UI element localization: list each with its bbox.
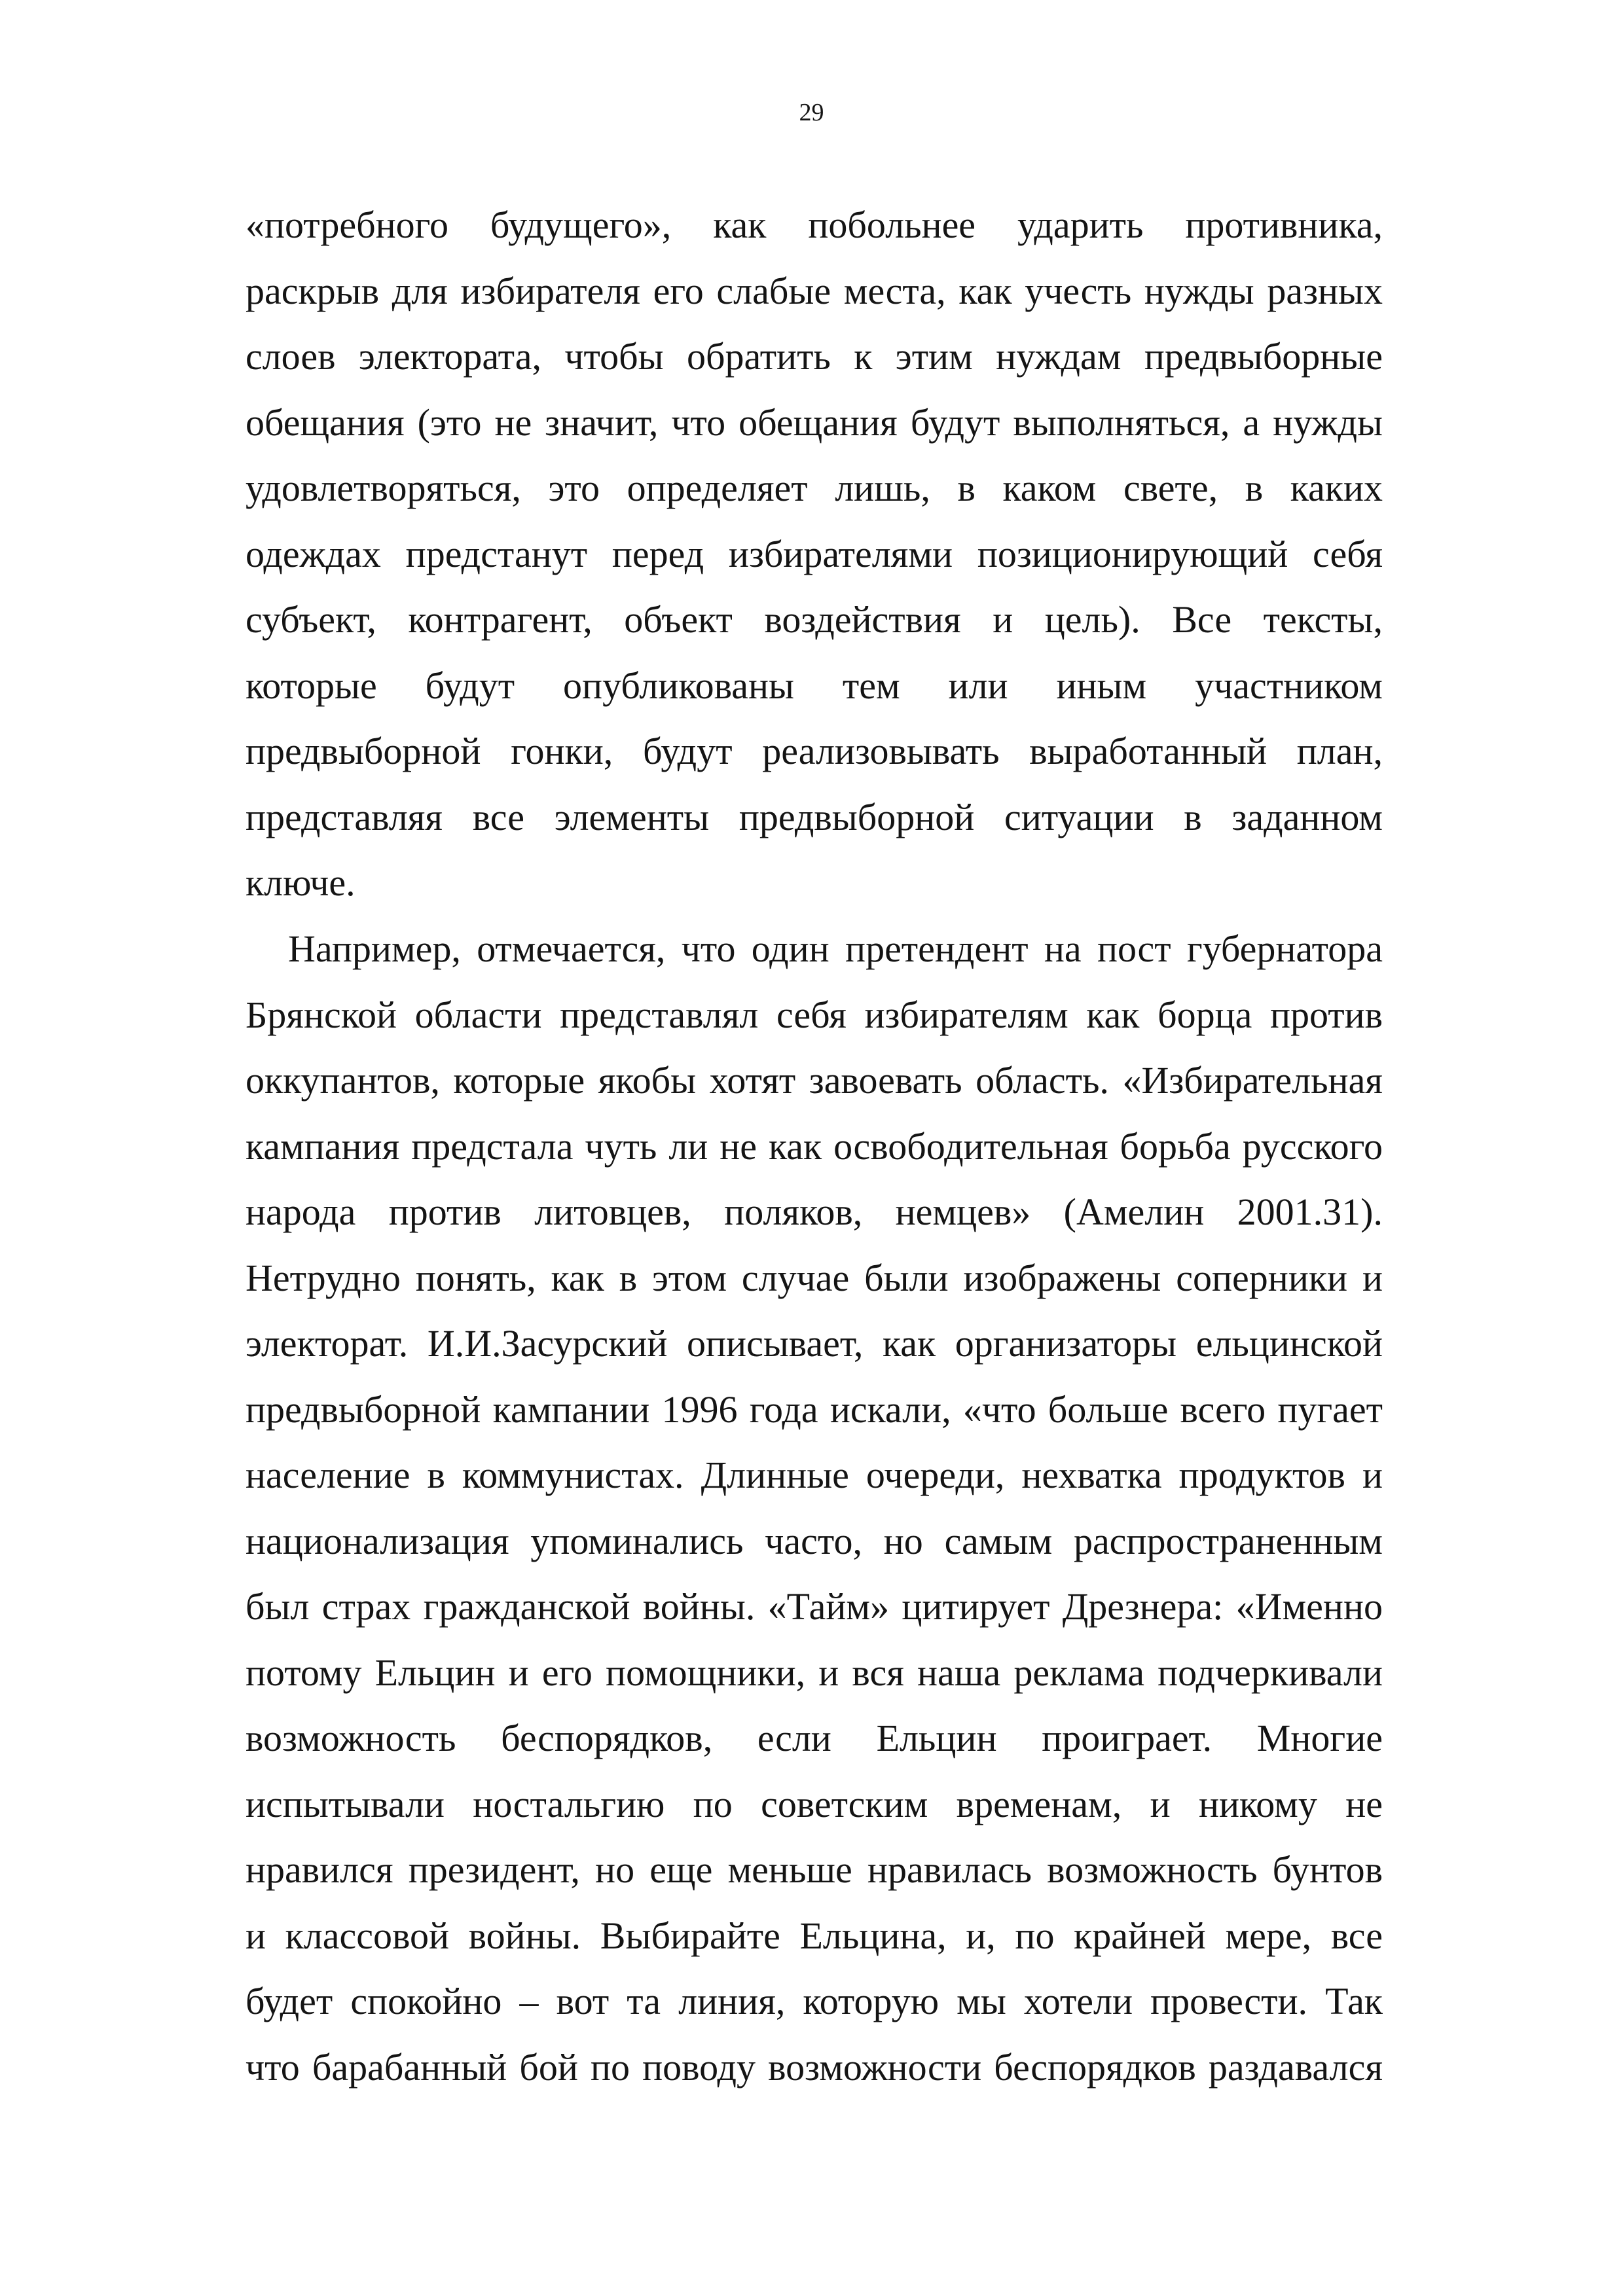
text-line: которые будут опубликованы тем или иным участником xyxy=(246,664,1383,707)
paragraph-1 xyxy=(246,192,1383,916)
text-line: одеждах предстанут перед избирателями позиционирующий себя xyxy=(246,532,1383,575)
text-line: обещания (это не значит, что обещания будут выполняться, а нужды xyxy=(246,401,1383,444)
text-line: Например, отмечается, что один претендент на пост губернатора xyxy=(288,927,1383,970)
text-line: кампания предстала чуть ли не как освободительная борьба русского xyxy=(246,1124,1383,1168)
text-line: субъект, контрагент, объект воздействия и цель). Все тексты, xyxy=(246,598,1383,641)
text-line: потому Ельцин и его помощники, и вся наша реклама подчеркивали xyxy=(246,1651,1383,1694)
text-line: и классовой войны. Выбирайте Ельцина, и, по крайней мере, все xyxy=(246,1914,1383,1957)
text-line: национализация упоминались часто, но самым распространенным xyxy=(246,1519,1383,1562)
text-line: предвыборной гонки, будут реализовывать выработанный план, xyxy=(246,730,1383,772)
text-line: Нетрудно понять, как в этом случае были изображены соперники и xyxy=(246,1256,1383,1299)
text-line: удовлетворяться, это определяет лишь, в каком свете, в каких xyxy=(246,467,1383,509)
text-line: народа против литовцев, поляков, немцев» (Амелин 2001.31). xyxy=(246,1191,1383,1233)
text-line: будет спокойно – вот та линия, которую мы хотели провести. Так xyxy=(246,1980,1383,2022)
text-line: испытывали ностальгию по советским временам, и никому не xyxy=(246,1782,1383,1825)
text-line: ключе. xyxy=(246,861,356,904)
text-line: предвыборной кампании 1996 года искали, «что больше всего пугает xyxy=(246,1388,1383,1431)
page-number: 29 xyxy=(799,99,824,126)
text-line: раскрыв для избирателя его слабые места, как учесть нужды разных xyxy=(246,269,1383,312)
text-line: представляя все элементы предвыборной ситуации в заданном xyxy=(246,795,1383,838)
text-line: возможность беспорядков, если Ельцин проиграет. Многие xyxy=(246,1717,1383,1759)
text-line: нравился президент, но еще меньше нравилась возможность бунтов xyxy=(246,1848,1383,1891)
text-line: оккупантов, которые якобы хотят завоевать область. «Избирательная xyxy=(246,1059,1383,1102)
text-line: население в коммунистах. Длинные очереди, нехватка продуктов и xyxy=(246,1454,1383,1496)
text-line: был страх гражданской войны. «Тайм» цитирует Дрезнера: «Именно xyxy=(246,1585,1383,1628)
text-line: «потребного будущего», как побольнее ударить противника, xyxy=(246,204,1383,246)
text-line: слоев электората, чтобы обратить к этим нуждам предвыборные xyxy=(246,335,1383,378)
text-line: электорат. И.И.Засурский описывает, как организаторы ельцинской xyxy=(246,1322,1383,1365)
text-line: что барабанный бой по поводу возможности беспорядков раздавался xyxy=(246,2045,1383,2089)
text-line: Брянской области представлял себя избирателям как борца против xyxy=(246,993,1383,1036)
paragraph-2 xyxy=(246,916,1383,2100)
